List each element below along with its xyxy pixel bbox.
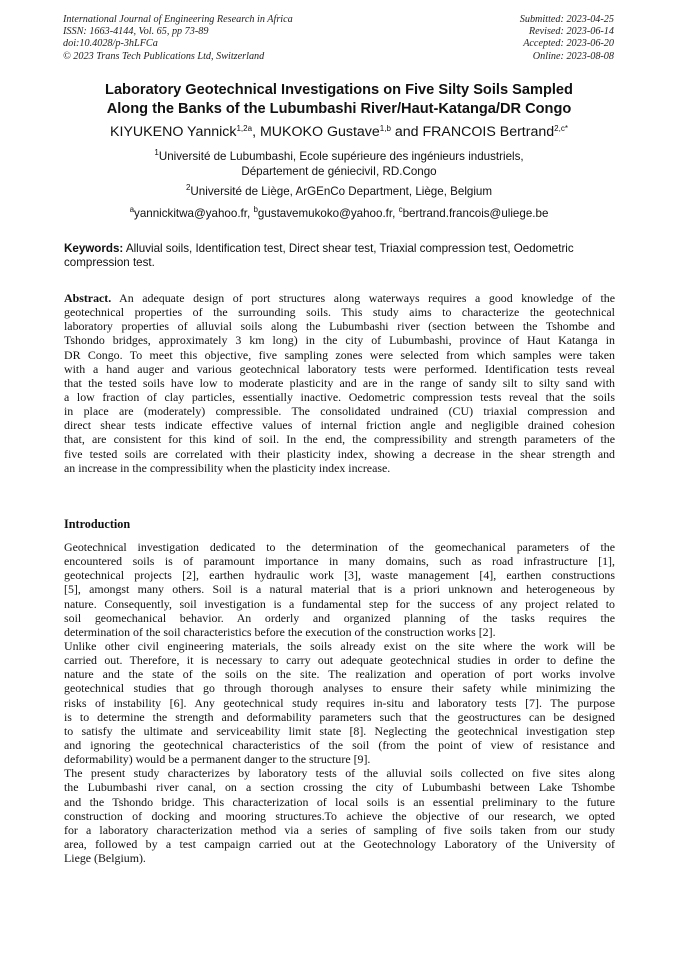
introduction-line: carried out. Therefore, it is necessary to carry out adequate geotechnical studies in order to define the xyxy=(64,653,615,668)
email-address: yannickitwa@yahoo.fr, xyxy=(134,207,254,220)
abstract-label: Abstract. xyxy=(64,291,112,305)
email-address: gustavemukoko@yahoo.fr, xyxy=(257,207,399,220)
submitted-date: Submitted: 2023-04-25 xyxy=(519,14,614,25)
journal-header xyxy=(63,14,293,63)
affiliation-1 xyxy=(40,150,638,179)
abstract-line: direct shear tests indicate effective values of internal friction angle and negligible drained cohesion xyxy=(64,418,615,433)
abstract-line: geotechnical properties of the surrounding soils. This study aims to characterize the geotechnical xyxy=(64,305,615,320)
abstract-line: that, are consistent for this kind of soil. In the end, the compressibility and strength parameters of the xyxy=(64,432,615,447)
author-name: KIYUKENO Yannick xyxy=(110,124,237,140)
introduction-line: is to determine the strength and deformability parameters such that the geostructures can be designed xyxy=(64,709,615,724)
abstract-line xyxy=(64,291,615,305)
journal-doi: doi:10.4028/p-3hLFCa xyxy=(63,38,158,50)
affiliation-text: Université de Lubumbashi, Ecole supérieure des ingénieurs industriels, xyxy=(158,150,524,163)
abstract-line: that the tested soils have low to moderate plasticity and are in the range of sandy silt to silty sand with xyxy=(64,375,615,390)
introduction-line: deformability) would be a permanent danger to the structure [9]. xyxy=(64,752,371,767)
title-line: Laboratory Geotechnical Investigations on Five Silty Soils Sampled xyxy=(105,82,573,98)
introduction-line: and ignoring the geotechnical characteristics of the soil (from the point of view of resistance and xyxy=(64,737,615,752)
introduction-line: geotechnical studies that go through thorough analyses to ensure their safety while minimizing the xyxy=(64,681,615,696)
introduction-line: The present study characterizes by laboratory tests of the alluvial soils collected on five sites along xyxy=(64,766,615,781)
introduction-line: area, followed by a test campaign carried out at the Geotechnology Laboratory of the University of xyxy=(64,836,615,851)
author-separator: and xyxy=(390,124,423,140)
affiliation-mark: 2 xyxy=(185,183,191,192)
abstract-line: a low fraction of clay particles, essentially inactive. Oedometric compression tests reveal that the soils xyxy=(64,389,615,404)
introduction-line: Unlike other civil engineering materials, the soils already exist on the site where the work will be xyxy=(64,638,615,653)
author-emails xyxy=(40,207,638,222)
abstract-line: an increase in the compressibility when the plasticity index increase. xyxy=(64,460,391,475)
affiliation-text: Université de Liège, ArGEnCo Department, Liège, Belgium xyxy=(190,185,493,198)
author-affiliation-mark: 1,b xyxy=(379,124,391,133)
introduction-line: and the Tshondo bridge. This characterization of local soils is an essential preliminary to the future xyxy=(64,794,615,809)
abstract-text: An adequate design of port structures along waterways requires a good knowledge of the xyxy=(111,291,615,305)
accepted-date: Accepted: 2023-06-20 xyxy=(523,38,614,50)
dates-header xyxy=(520,14,614,63)
abstract-line: in place are (moderately) compressible. The consolidated undrained (CU) triaxial compression and xyxy=(64,404,615,419)
introduction-line: the Lubumbashi river canal, on a section crossing the city of Lubumbashi between Lake Tshombe xyxy=(64,780,615,795)
email-mark: b xyxy=(253,205,258,214)
author-affiliation-mark: 2,c* xyxy=(554,124,568,133)
author-list xyxy=(20,123,658,141)
affiliation-mark: 1 xyxy=(154,148,159,157)
revised-date: Revised: 2023-06-14 xyxy=(528,26,614,38)
introduction-section xyxy=(64,540,615,865)
introduction-line: geotechnical projects [2], earthen hydraulic work [3], waste management [4], earthen constructions xyxy=(64,568,615,583)
keywords-text: Alluvial soils, Identification test, Direct shear test, Triaxial compression test, Oedometric xyxy=(123,242,574,255)
abstract-line: laboratory properties of alluvial soils along the Lubumbashi river (section between the Tshombe and xyxy=(64,319,615,334)
introduction-heading: Introduction xyxy=(64,517,131,531)
abstract-line: DR Congo. To meet this objective, five sampling zones were selected from which samples were taken xyxy=(64,347,615,362)
author-name: FRANCOIS Bertrand xyxy=(422,124,555,140)
author-name: MUKOKO Gustave xyxy=(259,124,380,140)
introduction-line: for a laboratory characterization method via a series of sampling of five soils taken from our study xyxy=(64,822,615,837)
author-affiliation-mark: 1,2a xyxy=(236,124,253,133)
introduction-line: determination of the soil characteristics before the execution of the construction works [2]. xyxy=(64,624,496,639)
abstract-section xyxy=(64,291,615,475)
keywords-text: compression test. xyxy=(64,255,155,269)
affiliation-2 xyxy=(40,185,638,200)
online-date: Online: 2023-08-08 xyxy=(532,50,614,62)
title-line: Along the Banks of the Lubumbashi River/Haut-Katanga/DR Congo xyxy=(106,101,572,117)
introduction-line: to satisfy the ultimate and serviceability limit state [8]. Neglecting the geotechnical investigation step xyxy=(64,723,615,738)
email-mark: c xyxy=(398,205,403,214)
keywords-section xyxy=(64,242,614,269)
introduction-line: encountered soils is of paramount importance in many domains, such as road infrastructure [1], xyxy=(64,554,615,569)
keywords-label: Keywords: xyxy=(64,242,124,255)
journal-issn: ISSN: 1663-4144, Vol. 65, pp 73-89 xyxy=(63,26,209,38)
introduction-line: nature. Consequently, soil investigation is a fundamental step for the success of any project related to xyxy=(64,596,615,611)
introduction-line: nature and the state of the soils on the site. The realization and operation of port works involve xyxy=(64,667,615,682)
introduction-line: Geotechnical investigation dedicated to the determination of the geomechanical parameters of the xyxy=(64,540,615,554)
paper-title xyxy=(40,81,638,119)
author-separator: , xyxy=(252,124,260,140)
introduction-line: [5], amongst many others. Soil is a natural material that is a priori unknown and heterogeneous by xyxy=(64,582,615,597)
email-address: bertrand.francois@uliege.be xyxy=(402,207,549,220)
introduction-line: soil geomechanical behavior. An orderly and organized planning of the tasks requires the xyxy=(64,610,615,625)
introduction-line: construction of docking and mooring structures.To achieve the objective of our research, we opted xyxy=(64,808,615,823)
introduction-line: risks of instability [6]. Any geotechnical study requires in-situ and laboratory tests [7]. The purpose xyxy=(64,695,615,710)
affiliation-text: Département de génieciviI, RD.Congo xyxy=(241,164,437,178)
abstract-line: with a hand auger and various geotechnical laboratory tests were performed. Identification tests reveal xyxy=(64,361,615,376)
introduction-line: Liege (Belgium). xyxy=(64,851,146,866)
email-mark: a xyxy=(129,205,135,214)
journal-name: International Journal of Engineering Research in Africa xyxy=(63,14,293,25)
abstract-line: five tested soils are correlated with their plasticity index, showing a decrease in the shear strength and xyxy=(64,446,615,461)
journal-copyright: © 2023 Trans Tech Publications Ltd, Switzerland xyxy=(63,50,265,62)
abstract-line: Tshondo bridges, approximately 3 km long) in the city of Lubumbashi, province of Haut Katanga in xyxy=(64,333,615,348)
